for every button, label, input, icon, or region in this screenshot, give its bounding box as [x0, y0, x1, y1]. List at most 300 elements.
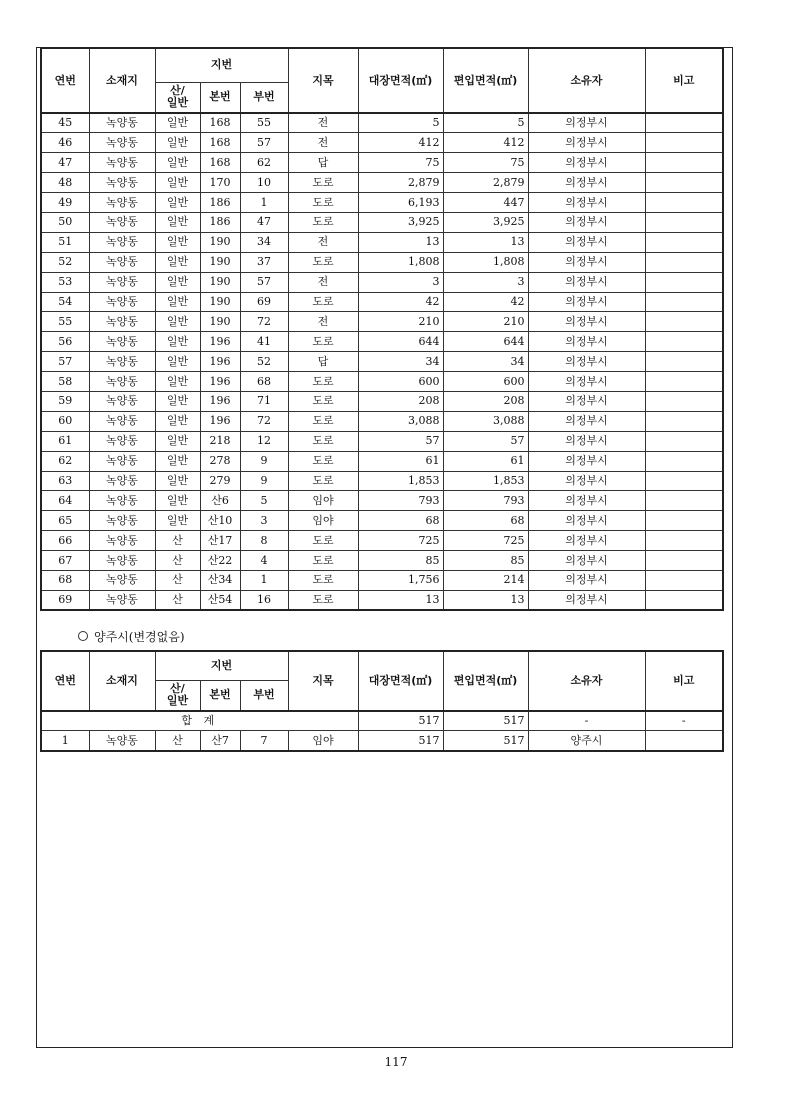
cell-ledger-area: 85 [358, 551, 443, 571]
cell-included-area: 3,925 [443, 212, 528, 232]
table-row [41, 372, 723, 392]
cell-ledger-area: 3,925 [358, 212, 443, 232]
cell-location: 녹양동 [89, 531, 155, 551]
cell-owner: 의정부시 [528, 272, 645, 292]
cell-ledger-area: 600 [358, 372, 443, 392]
cell-sub-no: 37 [240, 252, 288, 272]
cell-main-no: 산17 [200, 531, 240, 551]
cell-owner: 의정부시 [528, 551, 645, 571]
cell-remarks [645, 352, 723, 372]
cell-serial: 63 [41, 471, 89, 491]
cell-included-area: 412 [443, 133, 528, 153]
table-row [41, 491, 723, 511]
header-lot: 지번 [155, 651, 288, 680]
table-row [41, 451, 723, 471]
cell-land-type: 도로 [288, 471, 358, 491]
cell-serial: 69 [41, 590, 89, 610]
cell-main-no: 산7 [200, 731, 240, 751]
table-row [41, 332, 723, 352]
cell-included-area: 61 [443, 451, 528, 471]
cell-mountain: 일반 [155, 113, 200, 133]
table-row [41, 312, 723, 332]
cell-main-no: 190 [200, 312, 240, 332]
cell-remarks [645, 252, 723, 272]
cell-included-area: 644 [443, 332, 528, 352]
cell-serial: 51 [41, 232, 89, 252]
cell-land-type: 전 [288, 272, 358, 292]
cell-land-type: 전 [288, 232, 358, 252]
cell-land-type: 도로 [288, 590, 358, 610]
cell-ledger-area: 75 [358, 153, 443, 173]
cell-land-type: 도로 [288, 570, 358, 590]
table-row [41, 232, 723, 252]
cell-ledger-area: 210 [358, 312, 443, 332]
cell-owner: 의정부시 [528, 431, 645, 451]
cell-owner: 의정부시 [528, 113, 645, 133]
cell-land-type: 도로 [288, 173, 358, 193]
cell-serial: 56 [41, 332, 89, 352]
cell-included-area: 1,808 [443, 252, 528, 272]
cell-remarks [645, 590, 723, 610]
cell-remarks [645, 332, 723, 352]
cell-mountain: 일반 [155, 471, 200, 491]
header-remarks: 비고 [645, 651, 723, 711]
cell-serial: 61 [41, 431, 89, 451]
total-label: 합 계 [41, 711, 358, 731]
cell-main-no: 190 [200, 232, 240, 252]
cell-remarks [645, 511, 723, 531]
cell-serial: 46 [41, 133, 89, 153]
cell-ledger-area: 13 [358, 590, 443, 610]
cell-mountain: 일반 [155, 232, 200, 252]
cell-serial: 53 [41, 272, 89, 292]
cell-land-type: 도로 [288, 391, 358, 411]
cell-mountain: 일반 [155, 411, 200, 431]
cell-included-area: 57 [443, 431, 528, 451]
cell-owner: 의정부시 [528, 531, 645, 551]
cell-serial: 68 [41, 570, 89, 590]
cell-land-type: 도로 [288, 531, 358, 551]
cell-owner: 의정부시 [528, 391, 645, 411]
table-row [41, 411, 723, 431]
cell-ledger-area: 644 [358, 332, 443, 352]
header-mountain [155, 680, 200, 711]
cell-location: 녹양동 [89, 352, 155, 372]
cell-mountain: 일반 [155, 451, 200, 471]
header-sub-no: 부번 [240, 82, 288, 113]
cell-main-no: 196 [200, 372, 240, 392]
cell-included-area: 725 [443, 531, 528, 551]
cell-owner: 의정부시 [528, 232, 645, 252]
cell-main-no: 산54 [200, 590, 240, 610]
cell-owner: 의정부시 [528, 491, 645, 511]
cell-sub-no: 57 [240, 133, 288, 153]
cell-owner: 의정부시 [528, 570, 645, 590]
cell-serial: 50 [41, 212, 89, 232]
cell-included-area: 13 [443, 232, 528, 252]
header-mountain-text: 산/일반 [166, 84, 189, 110]
cell-land-type: 임야 [288, 491, 358, 511]
cell-mountain: 산 [155, 590, 200, 610]
cell-location: 녹양동 [89, 272, 155, 292]
table-row [41, 272, 723, 292]
table-row [41, 133, 723, 153]
header-location: 소재지 [89, 651, 155, 711]
header-owner: 소유자 [528, 48, 645, 113]
header-included-area: 편입면적(㎡) [443, 48, 528, 113]
cell-included-area: 3,088 [443, 411, 528, 431]
cell-remarks [645, 272, 723, 292]
table1-body [41, 113, 723, 610]
cell-mountain: 일반 [155, 193, 200, 213]
cell-included-area: 3 [443, 272, 528, 292]
cell-mountain: 일반 [155, 491, 200, 511]
cell-ledger-area: 1,756 [358, 570, 443, 590]
cell-included-area: 75 [443, 153, 528, 173]
cell-included-area: 2,879 [443, 173, 528, 193]
cell-included-area: 34 [443, 352, 528, 372]
cell-included-area: 5 [443, 113, 528, 133]
cell-sub-no: 1 [240, 193, 288, 213]
cell-included-area: 208 [443, 391, 528, 411]
table-row [41, 153, 723, 173]
cell-owner: 의정부시 [528, 372, 645, 392]
cell-location: 녹양동 [89, 212, 155, 232]
cell-land-type: 전 [288, 133, 358, 153]
cell-ledger-area: 68 [358, 511, 443, 531]
cell-owner: 의정부시 [528, 212, 645, 232]
cell-land-type: 도로 [288, 431, 358, 451]
cell-land-type: 도로 [288, 212, 358, 232]
cell-location: 녹양동 [89, 312, 155, 332]
cell-main-no: 196 [200, 411, 240, 431]
cell-remarks [645, 570, 723, 590]
cell-owner: 의정부시 [528, 451, 645, 471]
cell-mountain: 일반 [155, 272, 200, 292]
cell-ledger-area: 3 [358, 272, 443, 292]
cell-mountain: 일반 [155, 372, 200, 392]
cell-owner: 양주시 [528, 731, 645, 751]
cell-location: 녹양동 [89, 431, 155, 451]
header-mountain-text: 산/일반 [166, 682, 189, 708]
header-mountain [155, 82, 200, 113]
cell-serial: 52 [41, 252, 89, 272]
cell-land-type: 답 [288, 153, 358, 173]
cell-location: 녹양동 [89, 491, 155, 511]
cell-land-type: 도로 [288, 451, 358, 471]
cell-mountain: 일반 [155, 133, 200, 153]
cell-remarks [645, 292, 723, 312]
total-ledger-area: 517 [358, 711, 443, 731]
cell-sub-no: 9 [240, 451, 288, 471]
cell-ledger-area: 3,088 [358, 411, 443, 431]
cell-main-no: 190 [200, 272, 240, 292]
cell-land-type: 도로 [288, 551, 358, 571]
header-included-area: 편입면적(㎡) [443, 651, 528, 711]
cell-location: 녹양동 [89, 731, 155, 751]
cell-serial: 58 [41, 372, 89, 392]
cell-remarks [645, 491, 723, 511]
cell-mountain: 산 [155, 731, 200, 751]
cell-mountain: 일반 [155, 352, 200, 372]
cell-sub-no: 71 [240, 391, 288, 411]
cell-ledger-area: 34 [358, 352, 443, 372]
cell-included-area: 13 [443, 590, 528, 610]
cell-included-area: 42 [443, 292, 528, 312]
total-owner: - [528, 711, 645, 731]
cell-main-no: 168 [200, 153, 240, 173]
header-ledger-area: 대장면적(㎡) [358, 48, 443, 113]
cell-remarks [645, 391, 723, 411]
cell-location: 녹양동 [89, 570, 155, 590]
header-land-type: 지목 [288, 651, 358, 711]
header-remarks: 비고 [645, 48, 723, 113]
cell-mountain: 일반 [155, 511, 200, 531]
cell-location: 녹양동 [89, 471, 155, 491]
cell-serial: 45 [41, 113, 89, 133]
cell-mountain: 일반 [155, 312, 200, 332]
cell-land-type: 도로 [288, 411, 358, 431]
cell-sub-no: 3 [240, 511, 288, 531]
cell-remarks [645, 531, 723, 551]
cell-location: 녹양동 [89, 292, 155, 312]
header-main-no: 본번 [200, 82, 240, 113]
cell-location: 녹양동 [89, 252, 155, 272]
total-row [41, 711, 723, 731]
cell-ledger-area: 61 [358, 451, 443, 471]
cell-serial: 64 [41, 491, 89, 511]
cell-owner: 의정부시 [528, 471, 645, 491]
table-row [41, 570, 723, 590]
cell-ledger-area: 6,193 [358, 193, 443, 213]
cell-sub-no: 57 [240, 272, 288, 292]
total-included-area: 517 [443, 711, 528, 731]
cell-land-type: 도로 [288, 252, 358, 272]
header-ledger-area: 대장면적(㎡) [358, 651, 443, 711]
header-sub-no: 부번 [240, 680, 288, 711]
cell-remarks [645, 193, 723, 213]
cell-mountain: 일반 [155, 292, 200, 312]
cell-sub-no: 52 [240, 352, 288, 372]
cell-mountain: 일반 [155, 153, 200, 173]
section2-heading [78, 628, 185, 645]
cell-serial: 1 [41, 731, 89, 751]
cell-location: 녹양동 [89, 332, 155, 352]
land-table-yangju [40, 650, 724, 752]
page-number: 117 [384, 1055, 408, 1069]
table-row [41, 352, 723, 372]
cell-owner: 의정부시 [528, 252, 645, 272]
cell-land-type: 임야 [288, 731, 358, 751]
cell-remarks [645, 372, 723, 392]
table-row [41, 551, 723, 571]
cell-main-no: 196 [200, 332, 240, 352]
cell-land-type: 전 [288, 113, 358, 133]
cell-remarks [645, 232, 723, 252]
cell-location: 녹양동 [89, 411, 155, 431]
cell-mountain: 일반 [155, 332, 200, 352]
circle-bullet-icon [78, 631, 88, 641]
cell-main-no: 196 [200, 352, 240, 372]
cell-included-area: 210 [443, 312, 528, 332]
table-row [41, 113, 723, 133]
cell-owner: 의정부시 [528, 590, 645, 610]
cell-mountain: 산 [155, 570, 200, 590]
cell-serial: 54 [41, 292, 89, 312]
cell-location: 녹양동 [89, 193, 155, 213]
cell-ledger-area: 2,879 [358, 173, 443, 193]
cell-main-no: 산6 [200, 491, 240, 511]
cell-mountain: 일반 [155, 252, 200, 272]
cell-mountain: 일반 [155, 391, 200, 411]
cell-location: 녹양동 [89, 133, 155, 153]
total-remarks: - [645, 711, 723, 731]
cell-owner: 의정부시 [528, 292, 645, 312]
cell-sub-no: 68 [240, 372, 288, 392]
cell-serial: 60 [41, 411, 89, 431]
cell-main-no: 170 [200, 173, 240, 193]
cell-main-no: 168 [200, 133, 240, 153]
cell-included-area: 600 [443, 372, 528, 392]
cell-main-no: 168 [200, 113, 240, 133]
cell-land-type: 임야 [288, 511, 358, 531]
cell-main-no: 218 [200, 431, 240, 451]
header-lot: 지번 [155, 48, 288, 82]
header-owner: 소유자 [528, 651, 645, 711]
table-row [41, 212, 723, 232]
table-row [41, 391, 723, 411]
cell-sub-no: 9 [240, 471, 288, 491]
cell-sub-no: 12 [240, 431, 288, 451]
cell-remarks [645, 411, 723, 431]
cell-location: 녹양동 [89, 451, 155, 471]
cell-owner: 의정부시 [528, 193, 645, 213]
cell-main-no: 186 [200, 193, 240, 213]
cell-remarks [645, 173, 723, 193]
cell-land-type: 도로 [288, 332, 358, 352]
cell-main-no: 196 [200, 391, 240, 411]
table-row [41, 292, 723, 312]
cell-location: 녹양동 [89, 232, 155, 252]
cell-sub-no: 5 [240, 491, 288, 511]
cell-serial: 66 [41, 531, 89, 551]
cell-sub-no: 10 [240, 173, 288, 193]
cell-owner: 의정부시 [528, 173, 645, 193]
header-main-no: 본번 [200, 680, 240, 711]
cell-owner: 의정부시 [528, 411, 645, 431]
cell-mountain: 산 [155, 531, 200, 551]
table-row [41, 731, 723, 751]
cell-owner: 의정부시 [528, 153, 645, 173]
table-row [41, 431, 723, 451]
cell-serial: 65 [41, 511, 89, 531]
cell-land-type: 답 [288, 352, 358, 372]
cell-sub-no: 34 [240, 232, 288, 252]
cell-owner: 의정부시 [528, 312, 645, 332]
section2-title: 양주시(변경없음) [94, 630, 185, 644]
cell-remarks [645, 212, 723, 232]
cell-land-type: 전 [288, 312, 358, 332]
cell-sub-no: 72 [240, 312, 288, 332]
cell-ledger-area: 412 [358, 133, 443, 153]
cell-sub-no: 7 [240, 731, 288, 751]
cell-sub-no: 1 [240, 570, 288, 590]
cell-ledger-area: 13 [358, 232, 443, 252]
cell-ledger-area: 1,808 [358, 252, 443, 272]
cell-remarks [645, 133, 723, 153]
cell-land-type: 도로 [288, 292, 358, 312]
header-land-type: 지목 [288, 48, 358, 113]
cell-main-no: 산10 [200, 511, 240, 531]
cell-mountain: 일반 [155, 212, 200, 232]
cell-land-type: 도로 [288, 193, 358, 213]
cell-ledger-area: 725 [358, 531, 443, 551]
cell-sub-no: 62 [240, 153, 288, 173]
cell-included-area: 214 [443, 570, 528, 590]
cell-sub-no: 16 [240, 590, 288, 610]
cell-remarks [645, 431, 723, 451]
cell-location: 녹양동 [89, 551, 155, 571]
table-row [41, 531, 723, 551]
cell-owner: 의정부시 [528, 511, 645, 531]
table-row [41, 193, 723, 213]
cell-serial: 49 [41, 193, 89, 213]
cell-location: 녹양동 [89, 173, 155, 193]
cell-location: 녹양동 [89, 590, 155, 610]
header-serial: 연번 [41, 651, 89, 711]
cell-main-no: 산22 [200, 551, 240, 571]
cell-remarks [645, 551, 723, 571]
cell-serial: 48 [41, 173, 89, 193]
cell-sub-no: 8 [240, 531, 288, 551]
table-row [41, 252, 723, 272]
cell-mountain: 산 [155, 551, 200, 571]
cell-ledger-area: 793 [358, 491, 443, 511]
cell-remarks [645, 312, 723, 332]
cell-main-no: 산34 [200, 570, 240, 590]
header-location: 소재지 [89, 48, 155, 113]
cell-included-area: 68 [443, 511, 528, 531]
header-serial: 연번 [41, 48, 89, 113]
cell-serial: 55 [41, 312, 89, 332]
cell-remarks [645, 113, 723, 133]
cell-ledger-area: 5 [358, 113, 443, 133]
cell-mountain: 일반 [155, 173, 200, 193]
cell-remarks [645, 471, 723, 491]
cell-serial: 47 [41, 153, 89, 173]
cell-included-area: 447 [443, 193, 528, 213]
cell-location: 녹양동 [89, 153, 155, 173]
cell-main-no: 190 [200, 292, 240, 312]
cell-owner: 의정부시 [528, 352, 645, 372]
cell-ledger-area: 42 [358, 292, 443, 312]
cell-remarks [645, 451, 723, 471]
cell-owner: 의정부시 [528, 133, 645, 153]
cell-sub-no: 4 [240, 551, 288, 571]
cell-ledger-area: 208 [358, 391, 443, 411]
cell-owner: 의정부시 [528, 332, 645, 352]
cell-serial: 67 [41, 551, 89, 571]
cell-included-area: 517 [443, 731, 528, 751]
cell-sub-no: 69 [240, 292, 288, 312]
table-row [41, 590, 723, 610]
cell-main-no: 278 [200, 451, 240, 471]
land-table-uijeongbu [40, 47, 724, 611]
cell-serial: 62 [41, 451, 89, 471]
cell-mountain: 일반 [155, 431, 200, 451]
cell-ledger-area: 517 [358, 731, 443, 751]
cell-main-no: 186 [200, 212, 240, 232]
